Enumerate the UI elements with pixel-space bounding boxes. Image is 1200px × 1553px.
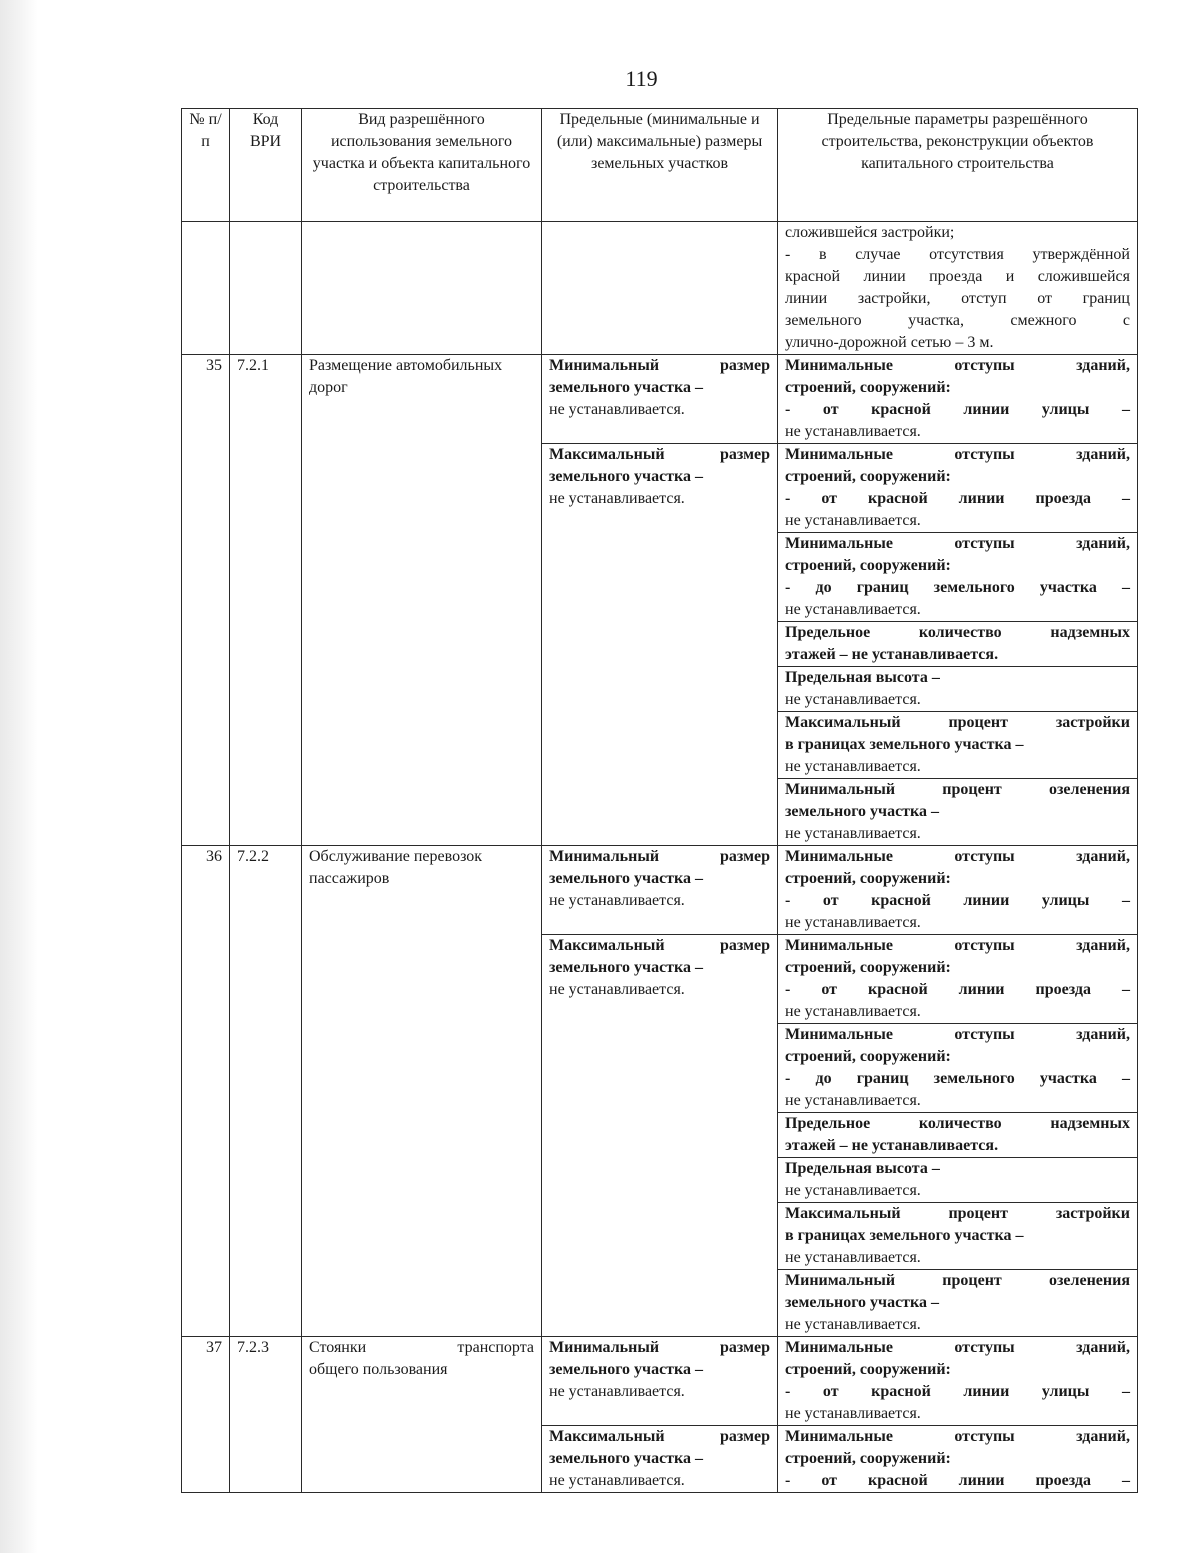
param-green-percent: Минимальный процент озеленения земельного участка – не устанавливается.	[778, 779, 1138, 846]
min-size-cell: Минимальный размер земельного участка – не устанавливается.	[542, 1337, 778, 1426]
param-border-setback: Минимальные отступы зданий, строений, сооружений: - до границ земельного участка – не устанавливается.	[778, 1024, 1138, 1113]
table-row-37	[182, 1337, 1138, 1426]
param-street-setback: Минимальные отступы зданий, строений, сооружений: - от красной линии улицы – не устанавливается.	[778, 1337, 1138, 1426]
header-size: Предельные (минимальные и (или) максимальные) размеры земельных участков	[542, 109, 778, 222]
param-street-setback: Минимальные отступы зданий, строений, сооружений: - от красной линии улицы – не устанавливается.	[778, 355, 1138, 444]
param-road-setback: Минимальные отступы зданий, строений, сооружений: - от красной линии проезда –	[778, 1426, 1138, 1493]
row-code: 7.2.1	[230, 355, 302, 846]
row-code: 7.2.3	[230, 1337, 302, 1493]
param-road-setback: Минимальные отступы зданий, строений, сооружений: - от красной линии проезда – не устанавливается.	[778, 935, 1138, 1024]
row-type: Размещение автомобильных дорог	[302, 355, 542, 846]
cont-code	[230, 222, 302, 355]
land-use-table	[181, 108, 1138, 1493]
cont-num	[182, 222, 230, 355]
table-header-row	[182, 109, 1138, 222]
param-road-setback: Минимальные отступы зданий, строений, сооружений: - от красной линии проезда – не устанавливается.	[778, 444, 1138, 533]
param-height: Предельная высота – не устанавливается.	[778, 1158, 1138, 1203]
row-num: 36	[182, 846, 230, 1337]
param-height: Предельная высота – не устанавливается.	[778, 667, 1138, 712]
page-number: 119	[625, 66, 658, 91]
table-row-36	[182, 846, 1138, 935]
param-street-setback: Минимальные отступы зданий, строений, сооружений: - от красной линии улицы – не устанавливается.	[778, 846, 1138, 935]
header-num: № п/п	[182, 109, 230, 222]
param-floors: Предельное количество надземных этажей – не устанавливается.	[778, 622, 1138, 667]
max-size-cell: Максимальный размер земельного участка – не устанавливается.	[542, 1426, 778, 1493]
cont-params: сложившейся застройки; - в случае отсутствия утверждённой красной линии проезда и сложившейся линии застройки, отступ от границ земельного участка, смежного с улично-дорожной сетью – 3 м.	[778, 222, 1138, 355]
row-num: 37	[182, 1337, 230, 1493]
cont-type	[302, 222, 542, 355]
max-size-cell: Максимальный размер земельного участка – не устанавливается.	[542, 935, 778, 1337]
param-build-percent: Максимальный процент застройки в границах земельного участка – не устанавливается.	[778, 1203, 1138, 1270]
header-params: Предельные параметры разрешённого строительства, реконструкции объектов капитального строительства	[778, 109, 1138, 222]
max-size-cell: Максимальный размер земельного участка – не устанавливается.	[542, 444, 778, 846]
continuation-row	[182, 222, 1138, 355]
param-border-setback: Минимальные отступы зданий, строений, сооружений: - до границ земельного участка – не устанавливается.	[778, 533, 1138, 622]
row-code: 7.2.2	[230, 846, 302, 1337]
header-type: Вид разрешённого использования земельного участка и объекта капитального строительства	[302, 109, 542, 222]
row-num: 35	[182, 355, 230, 846]
cont-size	[542, 222, 778, 355]
min-size-cell: Минимальный размер земельного участка – не устанавливается.	[542, 355, 778, 444]
table-row-35	[182, 355, 1138, 444]
param-floors: Предельное количество надземных этажей – не устанавливается.	[778, 1113, 1138, 1158]
param-build-percent: Максимальный процент застройки в границах земельного участка – не устанавливается.	[778, 712, 1138, 779]
row-type: Стоянки транспорта общего пользования	[302, 1337, 542, 1493]
min-size-cell: Минимальный размер земельного участка – не устанавливается.	[542, 846, 778, 935]
scan-edge-shadow	[0, 0, 38, 1553]
row-type: Обслуживание перевозок пассажиров	[302, 846, 542, 1337]
header-code: Код ВРИ	[230, 109, 302, 222]
param-green-percent: Минимальный процент озеленения земельного участка – не устанавливается.	[778, 1270, 1138, 1337]
